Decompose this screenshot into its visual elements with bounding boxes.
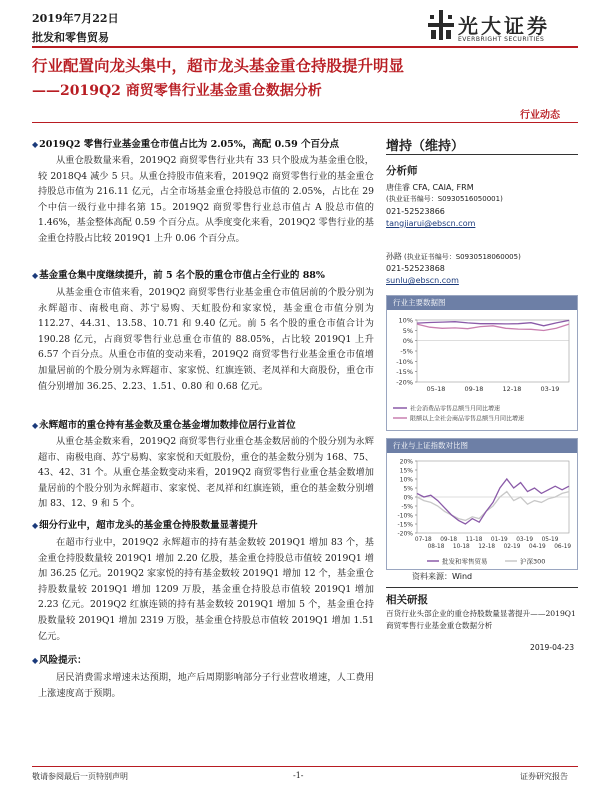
x-tick-label: 10-18 [452,544,470,550]
analyst-license: (执业证书编号：S0930518060005) [404,253,521,261]
y-tick-label: 10% [398,316,413,325]
diamond-bullet-icon: ◆ [32,420,39,430]
section-heading-text: 基金重仓集中度继续提升，前 5 名个股的重仓市值占全行业的 88% [39,270,325,281]
x-tick-label: 07-18 [414,537,432,543]
chart-svg [387,310,577,430]
y-tick-label: 5% [403,485,413,493]
section-heading-text: 细分行业中，超市龙头的基金重仓持股数量显著提升 [39,520,258,531]
analyst-license: (执业证书编号：S0930516050001) [386,195,503,203]
analyst-email[interactable]: tangjiarui@ebscn.com [386,219,476,228]
header-divider [32,46,578,48]
chart-title: 行业与上证指数对比图 [387,439,577,453]
y-tick-label: -10% [396,357,413,366]
logo-text-cn: 光大证券 [458,14,550,38]
series-line [417,492,569,521]
diamond-bullet-icon: ◆ [32,139,39,149]
section-heading-text: 风险提示： [39,655,87,666]
x-tick-label: 06-19 [554,544,572,550]
series-line [417,320,569,325]
logo-text-en: EVERBRIGHT SECURITIES [458,36,545,43]
chart-source: 资料来源：Wind [412,572,473,581]
body-paragraph: 从重仓股数量来看，2019Q2 商贸零售行业共有 33 只个股成为基金重仓股，较 2018Q4 减少 5 只。从重仓持股市值来看，2019Q2 商贸零售行业的基金重仓持股总市值为 216.11 亿元，占全市场基金重仓持股总市值的 2.05%，占比在 29 个中信一级行业中排名第 15。2019Q2 商贸零售行业总市值占 A 股总市值的 1.46%，基金整体高配 0.59 个百分点。从季度变化来看，2019Q2 零售行业的基金重仓持股占比较 2019Q1 上升 0.06 个百分点。 [38,155,374,244]
x-tick-label: 01-19 [490,537,508,543]
y-tick-label: -20% [397,530,413,538]
x-tick-label: 09-18 [440,537,458,543]
x-tick-label: 11-18 [465,537,483,543]
footer-disclaimer: 敬请参阅最后一页特别声明 [32,772,128,781]
diamond-bullet-icon: ◆ [32,655,39,665]
footer-divider [32,766,578,767]
rating: 增持（维持） [386,139,465,154]
related-reports-heading: 相关研报 [386,594,428,606]
plot-frame [417,320,569,382]
industry-label: 批发和零售贸易 [32,31,109,44]
analyst-name [386,251,521,262]
y-tick-label: 10% [399,476,413,484]
x-tick-label: 12-18 [502,385,522,393]
y-tick-label: 0% [403,494,413,502]
body-paragraph: 居民消费需求增速未达预期，地产后周期影响部分子行业营收增速，人工费用上涨速度高于预期。 [38,672,374,699]
x-tick-label: 08-18 [427,544,445,550]
legend-label: 社会消费品零售总额当月同比增速 [410,405,501,413]
related-divider [386,587,578,588]
legend-label: 批发和零售贸易 [442,557,488,566]
analyst-name-text: 孙路 [386,252,402,261]
section-heading-text: 永辉超市的重仓持有基金数及重仓基金增加数排位居行业首位 [39,420,296,431]
x-tick-label: 03-19 [516,537,534,543]
x-tick-label: 03-19 [540,385,560,393]
diamond-bullet-icon: ◆ [32,270,39,280]
report-date: 2019年7月22日 [32,12,119,25]
body-paragraph: 从基金重仓市值来看，2019Q2 商贸零售行业基金重仓市值居前的个股分别为永辉超市、南极电商、苏宁易购、天虹股份和家家悦，基金重仓市值分别为 112.27、44.31、13.58、10.71 和 9.40 亿元。前 5 名个股的重仓市值合计为 190.28 亿元，占商贸零售行业总重仓市值的 88.05%，占比较 2019Q1 上升 6.57 个百分点。从重仓市值的变动来看，2019Q2 商贸零售行业基金重仓市值增加量居前的个股分别为永辉超市、家家悦、红旗连锁、老凤祥和大商股份，重仓市值分别增加 36.25、2.23、1.51、0.80 和 0.68 亿元。 [38,287,374,392]
analysts-heading: 分析师 [386,165,418,177]
y-tick-label: 5% [402,326,413,335]
x-tick-label: 02-19 [503,544,521,550]
section-heading [32,267,372,281]
section-heading [32,417,372,431]
y-tick-label: -5% [401,503,413,511]
legend-label: 沪深300 [520,557,546,566]
chart-industry-data [386,295,578,431]
x-tick-label: 05-19 [541,537,559,543]
section-heading [32,517,372,531]
related-report-link[interactable]: 百货行业头部企业的重仓持股数量显著提升——2019Q1 商贸零售行业基金重仓数据分析 [386,609,576,630]
report-subtitle: ——2019Q2 商贸零售行业基金重仓数据分析 [32,83,322,99]
page-number: -1- [293,771,304,780]
y-tick-label: -5% [400,347,413,356]
chart-index-compare [386,438,578,570]
y-tick-label: -15% [396,368,413,377]
diamond-bullet-icon: ◆ [32,520,39,530]
document-type: 行业动态 [520,110,560,121]
analyst-email[interactable]: sunlu@ebscn.com [386,276,459,285]
logo-emblem-icon [428,10,454,40]
title-divider [32,122,578,123]
company-logo [428,8,578,46]
y-tick-label: -15% [397,521,413,529]
y-tick-label: -20% [396,378,413,387]
x-tick-label: 04-19 [528,544,546,550]
footer-label: 证券研究报告 [520,772,568,781]
y-tick-label: 0% [402,337,413,346]
analyst-name: 唐佳睿 CFA, CAIA, FRM [386,183,474,192]
y-tick-label: 20% [399,458,413,466]
analyst-phone: 021-52523866 [386,207,445,216]
section-heading [32,652,372,666]
related-report-date: 2019-04-23 [530,643,575,652]
analyst-phone: 021-52523868 [386,264,445,273]
section-heading [32,136,372,150]
x-tick-label: 09-18 [464,385,484,393]
body-paragraph: 从重仓基金数来看，2019Q2 商贸零售行业重仓基金数居前的个股分别为永辉超市、南极电商、苏宁易购、家家悦和天虹股份，重仓的基金数分别为 168、75、43、42、31 个。从重仓基金数变动来看，2019Q2 商贸零售行业重仓基金数增加量居前的个股分别为永辉超市、家家悦、老凤祥和红旗连锁，重仓的基金数分别增加 83、12、9 和 5 个。 [38,436,374,510]
body-paragraph: 在超市行业中，2019Q2 永辉超市的持有基金数较 2019Q1 增加 83 个，基金重仓持股数量较 2019Q1 增加 2.20 亿股，基金重仓持股总市值较 2019Q1 增加 36.25 亿元。2019Q2 家家悦的持有基金数较 2019Q1 增加 12 个，基金重仓持股数量较 2019Q1 增加 1209 万股，基金重仓持股总市值较 2019Q1 增加 2.23 亿元。2019Q2 红旗连锁的持有基金数较 2019Q1 增加 5 个，基金重仓持股数量较 2019Q1 增加 2319 万股，基金重仓持股总市值较 2019Q1 增加 1.51 亿元。 [38,537,374,642]
y-tick-label: 15% [399,467,413,475]
x-tick-label: 12-18 [478,544,496,550]
chart-svg [387,453,577,569]
legend-label: 限额以上全社会商品零售总额当月同比增速 [410,415,525,423]
chart-title: 行业主要数据图 [387,296,577,310]
x-tick-label: 05-18 [426,385,446,393]
rating-divider [386,154,578,155]
report-title: 行业配置向龙头集中，超市龙头基金重仓持股提升明显 [32,56,405,75]
y-tick-label: -10% [397,512,413,520]
section-heading-text: 2019Q2 零售行业基金重仓市值占比为 2.05%，高配 0.59 个百分点 [39,139,340,150]
series-line [417,479,569,524]
